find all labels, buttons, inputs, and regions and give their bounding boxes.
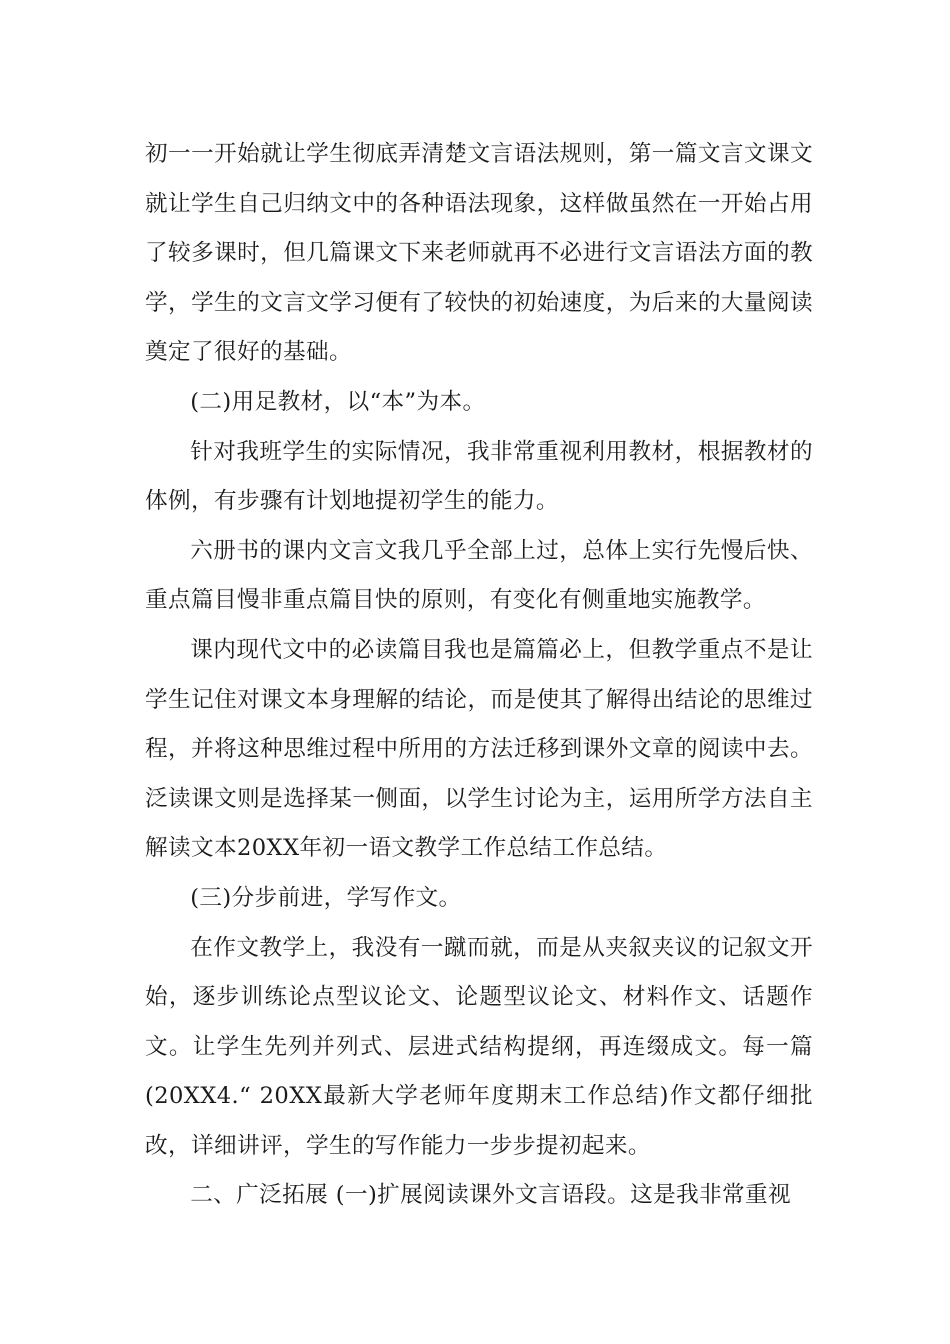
paragraph-6: (三)分步前进，学写作文。 [190,884,462,911]
paragraph-3: 针对我班学生的实际情况，我非常重视利用教材，根据教材的体例，有步骤有计划地提初学生的能力。 [145,438,813,515]
paragraph-1: 初一一开始就让学生彻底弄清楚文言语法规则，第一篇文言文课文就让学生自己归纳文中的各种语法现象，这样做虽然在一开始占用了较多课时，但几篇课文下来老师就再不必进行文言语法方面的教学，学生的文言文学习便有了较快的初始速度，为后来的大量阅读奠定了很好的基础。 [145,141,813,366]
paragraph-8: 二、广泛拓展 (一)扩展阅读课外文言语段。这是我非常重视 [190,1182,792,1209]
document-body [145,130,813,1221]
paragraph-5: 课内现代文中的必读篇目我也是篇篇必上，但教学重点不是让学生记住对课文本身理解的结论，而是使其了解得出结论的思维过程，并将这种思维过程中所用的方法迁移到课外文章的阅读中去。泛读课文则是选择某一侧面，以学生讨论为主，运用所学方法自主解读文本20XX年初一语文教学工作总结工作总结。 [145,636,813,862]
paragraph-7: 在作文教学上，我没有一蹴而就，而是从夹叙夹议的记叙文开始，逐步训练论点型议论文、论题型议论文、材料作文、话题作文。让学生先列并列式、层进式结构提纲，再连缀成文。每一篇(20XX4.“ 20XX最新大学老师年度期末工作总结)作文都仔细批改，详细讲评，学生的写作能力一步步提初起来。 [145,934,813,1159]
paragraph-2: (二)用足教材，以“本”为本。 [190,388,486,415]
paragraph-4: 六册书的课内文言文我几乎全部上过，总体上实行先慢后快、重点篇目慢非重点篇目快的原则，有变化有侧重地实施教学。 [145,537,813,614]
